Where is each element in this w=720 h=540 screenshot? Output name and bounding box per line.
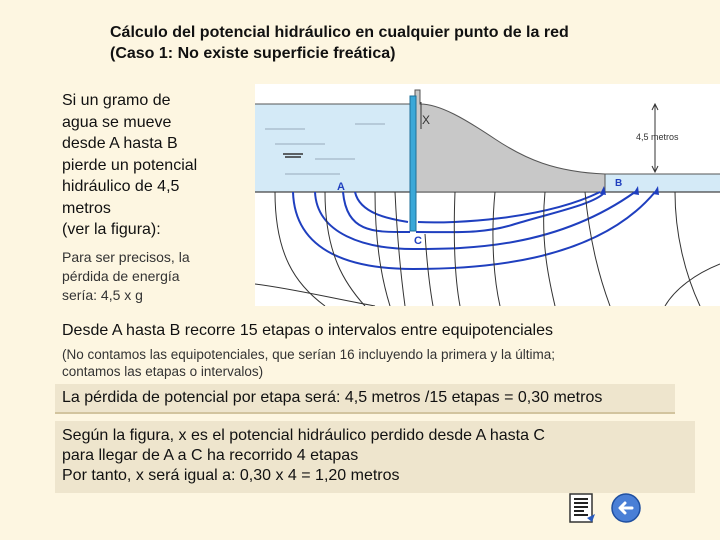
label-x: X xyxy=(422,113,431,127)
intro-text xyxy=(62,90,242,241)
dimension-label: 4,5 metros xyxy=(636,132,679,142)
stages-statement: Desde A hasta B recorre 15 etapas o intervalos entre equipotenciales xyxy=(62,322,553,339)
intro-line: agua se mueve xyxy=(62,113,172,131)
downstream-water xyxy=(605,174,720,192)
aside-line: sería: 4,5 x g xyxy=(62,287,143,303)
flow-net-figure xyxy=(255,84,720,306)
intro-line: (ver la figura): xyxy=(62,221,161,238)
label-c: C xyxy=(414,235,422,247)
aside-line: Para ser precisos, la xyxy=(62,249,190,265)
label-a: A xyxy=(337,181,345,193)
slide-title xyxy=(110,22,670,64)
flow-lines xyxy=(293,192,655,269)
loss-per-stage-text: La pérdida de potencial por etapa será: 4,5 metros /15 etapas = 0,30 metros xyxy=(62,389,603,406)
conclusion-line: Según la figura, x es el potencial hidráulico perdido desde A hasta C xyxy=(62,427,545,444)
conclusion-band xyxy=(55,421,695,493)
title-line-2: (Caso 1: No existe superficie freática) xyxy=(110,45,396,62)
intro-line: Si un gramo de xyxy=(62,92,171,109)
intro-line: pierde un potencial xyxy=(62,156,198,174)
back-arrow-icon-svg xyxy=(610,492,642,524)
note-line: contamos las etapas o intervalos) xyxy=(62,364,264,379)
note-line: (No contamos las equipotenciales, que serían 16 incluyendo la primera y la última; xyxy=(62,347,556,362)
loss-per-stage-band xyxy=(55,384,675,414)
title-line-1: Cálculo del potencial hidráulico en cualquier punto de la red xyxy=(110,24,569,41)
label-b: B xyxy=(615,178,623,189)
index-list-icon[interactable] xyxy=(567,492,599,524)
upstream-water xyxy=(255,104,415,192)
index-list-icon-svg xyxy=(567,492,599,524)
intro-line: metros xyxy=(62,199,111,217)
conclusion-line: Por tanto, x será igual a: 0,30 x 4 = 1,20 metros xyxy=(62,467,400,484)
intro-line: hidráulico de 4,5 xyxy=(62,178,180,195)
intro-line: desde A hasta B xyxy=(62,135,178,152)
aside-line: pérdida de energía xyxy=(62,268,180,284)
precision-note xyxy=(62,248,252,305)
sheet-pile xyxy=(410,96,416,231)
back-arrow-icon[interactable] xyxy=(610,492,642,524)
dam-body xyxy=(415,90,605,192)
flow-net-diagram xyxy=(255,84,720,306)
conclusion-line: para llegar de A a C ha recorrido 4 etapas xyxy=(62,447,359,464)
stages-note xyxy=(62,346,555,380)
